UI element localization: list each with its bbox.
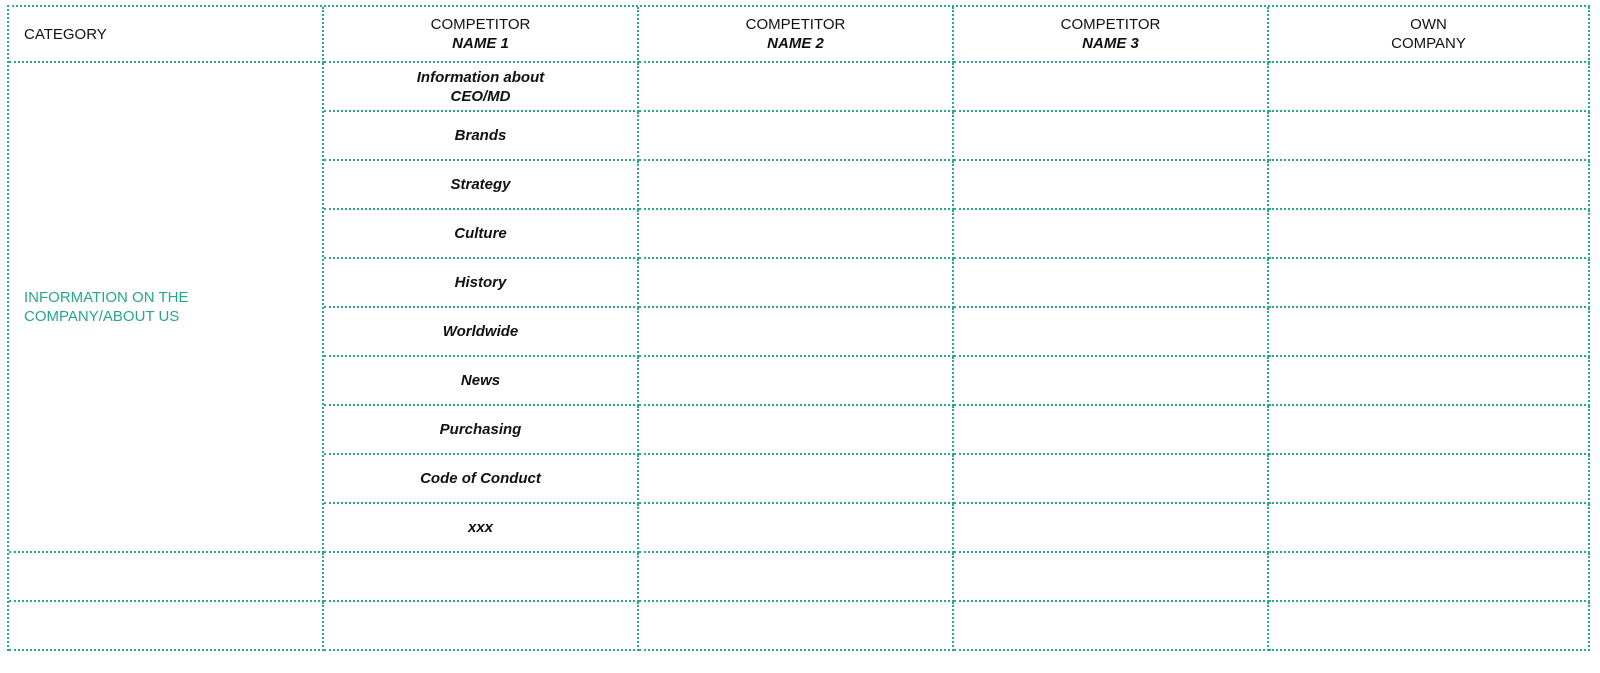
item-code-of-conduct [324, 455, 639, 504]
header-competitor-3-name: NAME 3 [1082, 35, 1139, 52]
table-cell[interactable] [954, 602, 1269, 651]
item-purchasing [324, 406, 639, 455]
header-competitor-2-name: NAME 2 [767, 35, 824, 52]
table-cell[interactable] [954, 210, 1269, 259]
item-news [324, 357, 639, 406]
header-own-line1: OWN [1410, 16, 1447, 33]
item-label: History [454, 274, 507, 291]
table-cell[interactable] [639, 602, 954, 651]
header-own-line2: COMPANY [1391, 35, 1466, 52]
table-cell[interactable] [954, 553, 1269, 602]
item-label: Code of Conduct [420, 470, 541, 487]
header-category-label: CATEGORY [24, 25, 107, 43]
table-cell[interactable] [954, 308, 1269, 357]
item-label-line2: CEO/MD [450, 87, 511, 105]
table-cell[interactable] [1269, 602, 1590, 651]
table-cell[interactable] [954, 455, 1269, 504]
table-cell[interactable] [1269, 308, 1590, 357]
table-cell[interactable] [1269, 259, 1590, 308]
table-cell[interactable] [324, 553, 639, 602]
table-cell[interactable] [639, 455, 954, 504]
table-cell[interactable] [1269, 63, 1590, 112]
item-label: News [460, 372, 501, 389]
table-cell[interactable] [639, 112, 954, 161]
item-worldwide [324, 308, 639, 357]
table-cell[interactable] [954, 259, 1269, 308]
header-own-company [1269, 7, 1590, 63]
table-cell[interactable] [639, 210, 954, 259]
header-competitor-3-line1: COMPETITOR [1060, 16, 1161, 33]
item-brands [324, 112, 639, 161]
table-cell[interactable] [639, 504, 954, 553]
table-cell[interactable] [639, 63, 954, 112]
table-cell[interactable] [1269, 504, 1590, 553]
table-cell[interactable] [9, 553, 324, 602]
table-cell[interactable] [9, 602, 324, 651]
header-competitor-1-line1: COMPETITOR [430, 16, 531, 33]
table-cell[interactable] [954, 406, 1269, 455]
table-cell[interactable] [1269, 161, 1590, 210]
table-cell[interactable] [954, 112, 1269, 161]
table-cell[interactable] [1269, 112, 1590, 161]
header-competitor-1 [324, 7, 639, 63]
table-cell[interactable] [639, 406, 954, 455]
table-cell[interactable] [954, 357, 1269, 406]
table-cell[interactable] [954, 504, 1269, 553]
item-culture [324, 210, 639, 259]
table-cell[interactable] [1269, 357, 1590, 406]
header-competitor-2-line1: COMPETITOR [745, 16, 846, 33]
item-xxx [324, 504, 639, 553]
header-competitor-1-name: NAME 1 [452, 35, 509, 52]
item-label: Strategy [450, 176, 511, 193]
item-label: Worldwide [442, 323, 519, 340]
table-cell[interactable] [639, 553, 954, 602]
table-cell[interactable] [1269, 455, 1590, 504]
section-label-line1: INFORMATION ON THE [24, 289, 189, 306]
table-cell[interactable] [639, 357, 954, 406]
item-label: xxx [467, 519, 494, 536]
item-label: Brands [454, 127, 507, 144]
header-competitor-3 [954, 7, 1269, 63]
item-ceo-md [324, 63, 639, 112]
item-label-line1: Information about [416, 68, 545, 86]
table-cell[interactable] [1269, 210, 1590, 259]
item-label: Purchasing [439, 421, 522, 438]
item-strategy [324, 161, 639, 210]
comparison-table [7, 5, 1590, 651]
section-category-label [9, 63, 324, 553]
item-history [324, 259, 639, 308]
table-cell[interactable] [639, 259, 954, 308]
table-cell[interactable] [1269, 553, 1590, 602]
table-cell[interactable] [324, 602, 639, 651]
table-cell[interactable] [954, 63, 1269, 112]
header-competitor-2 [639, 7, 954, 63]
table-cell[interactable] [639, 161, 954, 210]
table-cell[interactable] [954, 161, 1269, 210]
table-cell[interactable] [639, 308, 954, 357]
table-cell[interactable] [1269, 406, 1590, 455]
item-label: Culture [454, 225, 507, 242]
section-label-line2: COMPANY/ABOUT US [24, 308, 180, 325]
header-category [9, 7, 324, 63]
